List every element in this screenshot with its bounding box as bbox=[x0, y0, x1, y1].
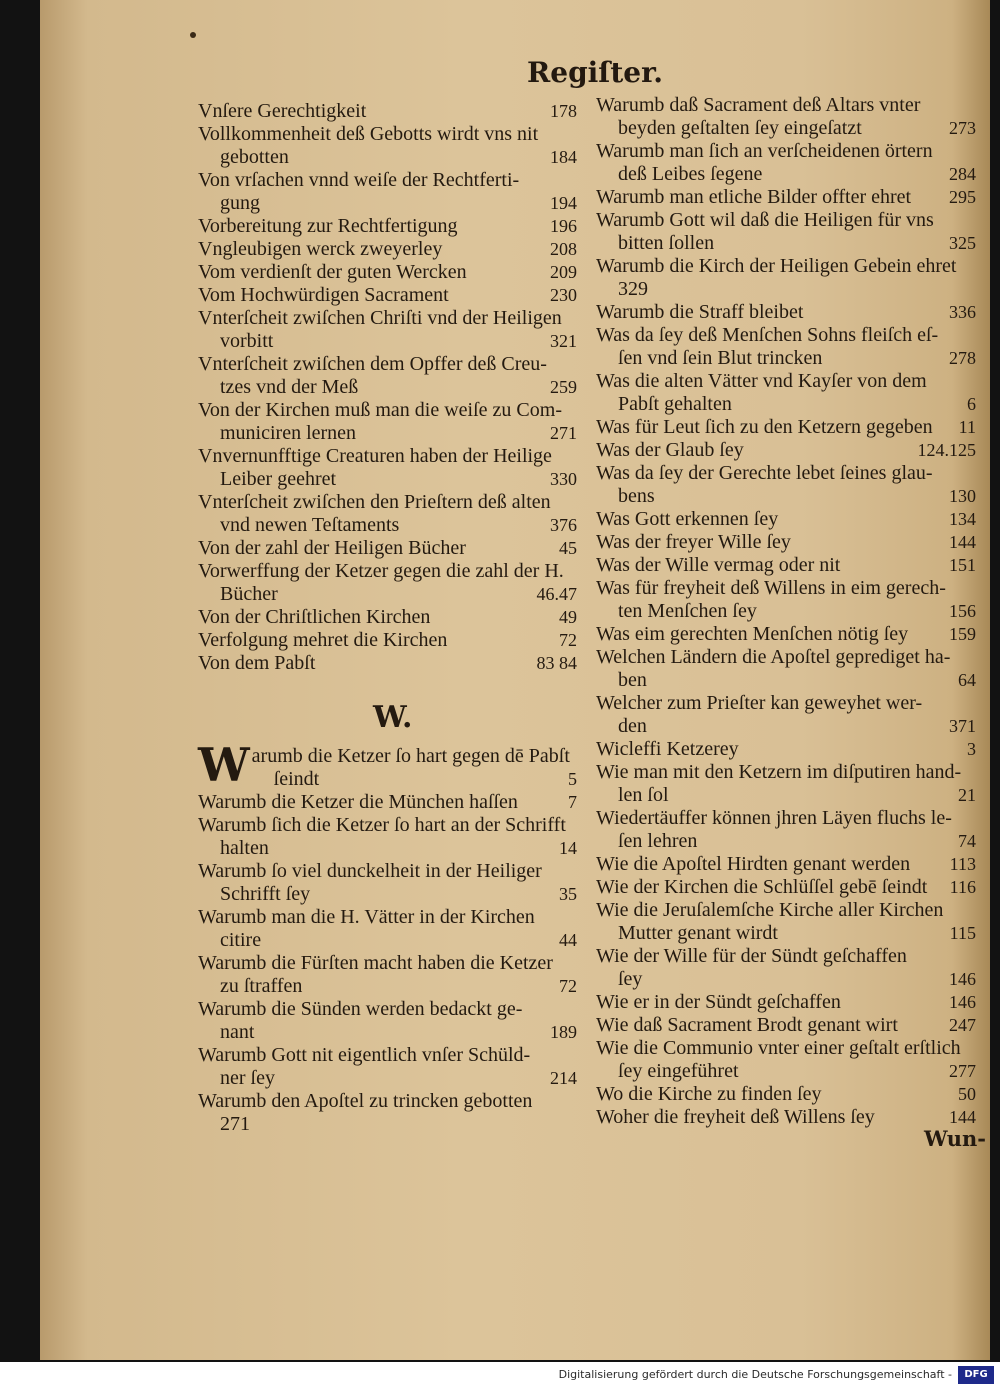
left-entries bbox=[198, 100, 591, 675]
entry-page-number: 284 bbox=[949, 164, 976, 184]
entry-page-number: 321 bbox=[550, 331, 577, 351]
entry-text: Warumb ſo viel dunckelheit in der Heiliger bbox=[198, 860, 542, 882]
entry-text: Wo die Kirche zu finden ſey bbox=[596, 1083, 822, 1105]
index-entry bbox=[596, 1014, 986, 1037]
entry-continuation: Leiber geehret bbox=[220, 468, 337, 490]
entry-page-number: 330 bbox=[550, 469, 577, 489]
entry-page-number: 113 bbox=[949, 854, 976, 874]
index-entry bbox=[198, 560, 591, 606]
entry-page-number: 336 bbox=[949, 302, 976, 322]
entry-text: Warumb Gott nit eigentlich vnſer Schüld- bbox=[198, 1044, 531, 1066]
entry-text: Was der freyer Wille ſey bbox=[596, 531, 791, 553]
index-entry bbox=[596, 899, 986, 945]
entry-page-number: 196 bbox=[550, 216, 577, 236]
index-entry bbox=[198, 791, 591, 814]
entry-text: Warumb daß Sacrament deß Altars vnter bbox=[596, 94, 921, 116]
index-entry bbox=[596, 140, 986, 186]
entry-page-number: 72 bbox=[559, 630, 577, 650]
entry-page-number: 278 bbox=[949, 348, 976, 368]
entry-page-number: 5 bbox=[568, 769, 577, 789]
entry-page-number: 271 bbox=[550, 423, 577, 443]
entry-text: Vorbereitung zur Rechtfertigung bbox=[198, 215, 458, 237]
entry-text: Warumb die Straff bleibet bbox=[596, 301, 804, 323]
entry-text: Wie der Kirchen die Schlüſſel gebē ſeindt bbox=[596, 876, 928, 898]
entry-continuation: vorbitt bbox=[220, 330, 274, 352]
entry-page-number: 11 bbox=[958, 417, 976, 437]
index-entry bbox=[596, 761, 986, 807]
index-entry bbox=[596, 1083, 986, 1106]
entry-continuation: Bücher bbox=[220, 583, 278, 605]
section-letter: W. bbox=[373, 700, 413, 735]
entry-text: Was Gott erkennen ſey bbox=[596, 508, 779, 530]
index-entry bbox=[596, 416, 986, 439]
index-entry bbox=[198, 169, 591, 215]
entry-text: Wie die Apoſtel Hirdten genant werden bbox=[596, 853, 911, 875]
entry-continuation: den bbox=[618, 715, 647, 737]
index-entry bbox=[198, 284, 591, 307]
entry-page-number: 14 bbox=[559, 838, 577, 858]
entry-page-number: 146 bbox=[949, 992, 976, 1012]
entry-text: Was eim gerechten Menſchen nötig ſey bbox=[596, 623, 909, 645]
entry-text: Warumb Gott wil daß die Heiligen für vns bbox=[596, 209, 934, 231]
index-entry bbox=[198, 814, 591, 860]
entry-page-number: 134 bbox=[949, 509, 976, 529]
entry-text: Was der Glaub ſey bbox=[596, 439, 744, 461]
entry-page-number: 3 bbox=[967, 739, 976, 759]
entry-text: Wie man mit den Ketzern im diſputiren hand- bbox=[596, 761, 962, 783]
entry-continuation: bens bbox=[618, 485, 655, 507]
index-entry bbox=[198, 738, 591, 792]
index-entry bbox=[198, 860, 591, 906]
page-heading: Regiſter. bbox=[527, 56, 664, 89]
index-entry bbox=[596, 853, 986, 876]
entry-text: Wiedertäuffer können jhren Läyen fluchs le- bbox=[596, 807, 952, 829]
entry-continuation: 271 bbox=[220, 1113, 250, 1135]
entry-text: Was für Leut ſich zu den Ketzern gegeben bbox=[596, 416, 933, 438]
entry-page-number: 46.47 bbox=[536, 584, 577, 604]
entry-continuation: gebotten bbox=[220, 146, 289, 168]
index-entry bbox=[198, 998, 591, 1044]
entry-page-number: 44 bbox=[559, 930, 577, 950]
entry-page-number: 209 bbox=[550, 262, 577, 282]
entry-text: Vorwerffung der Ketzer gegen die zahl der H. bbox=[198, 560, 564, 582]
entry-continuation: 329 bbox=[618, 278, 648, 300]
entry-page-number: 7 bbox=[568, 792, 577, 812]
entry-page-number: 325 bbox=[949, 233, 976, 253]
index-entry bbox=[596, 738, 986, 761]
right-entries bbox=[596, 94, 986, 1129]
index-entry bbox=[596, 554, 986, 577]
index-entry bbox=[596, 255, 986, 301]
entry-page-number: 50 bbox=[958, 1084, 976, 1104]
entry-page-number: 295 bbox=[949, 187, 976, 207]
index-entry bbox=[596, 324, 986, 370]
index-entry bbox=[596, 807, 986, 853]
entry-continuation: ten Menſchen ſey bbox=[618, 600, 757, 622]
entry-page-number: 146 bbox=[949, 969, 976, 989]
entry-text: Warumb man die H. Vätter in der Kirchen bbox=[198, 906, 535, 928]
index-entry bbox=[596, 439, 986, 462]
entry-text: Wicleffi Ketzerey bbox=[596, 738, 739, 760]
entry-text: Vnterſcheit zwiſchen dem Opffer deß Creu- bbox=[198, 353, 547, 375]
entry-text: Warumb man etliche Bilder offter ehret bbox=[596, 186, 912, 208]
index-entry bbox=[596, 945, 986, 991]
entry-text: Wie daß Sacrament Brodt genant wirt bbox=[596, 1014, 898, 1036]
drop-capital: W bbox=[198, 738, 250, 792]
entry-page-number: 144 bbox=[949, 1107, 976, 1127]
index-entry bbox=[596, 508, 986, 531]
entry-page-number: 189 bbox=[550, 1022, 577, 1042]
entry-text: Warumb die Ketzer die München haſſen bbox=[198, 791, 518, 813]
entry-continuation: tzes vnd der Meß bbox=[220, 376, 359, 398]
entry-text: arumb die Ketzer ſo hart gegen dē Pabſt bbox=[251, 745, 570, 767]
index-entry bbox=[596, 646, 986, 692]
entry-text: Vom verdienſt der guten Wercken bbox=[198, 261, 467, 283]
entry-page-number: 35 bbox=[559, 884, 577, 904]
entry-text: Wie er in der Sündt geſchaffen bbox=[596, 991, 841, 1013]
entry-text: Vnterſcheit zwiſchen den Prieſtern deß alten bbox=[198, 491, 551, 513]
left-column bbox=[198, 100, 591, 1136]
entry-text: Was da ſey deß Menſchen Sohns fleiſch eſ- bbox=[596, 324, 939, 346]
footer-credit: Digitalisierung gefördert durch die Deutsche Forschungsgemeinschaft - bbox=[558, 1368, 952, 1381]
entry-continuation: len ſol bbox=[618, 784, 669, 806]
entry-text: Welchen Ländern die Apoſtel geprediget ha- bbox=[596, 646, 951, 668]
w-entries bbox=[198, 738, 591, 1136]
entry-text: Warumb die Sünden werden bedackt ge- bbox=[198, 998, 523, 1020]
entry-text: Vnſere Gerechtigkeit bbox=[198, 100, 367, 122]
index-entry bbox=[596, 94, 986, 140]
entry-page-number: 144 bbox=[949, 532, 976, 552]
index-entry bbox=[596, 692, 986, 738]
entry-continuation: Mutter genant wirdt bbox=[618, 922, 778, 944]
entry-page-number: 49 bbox=[559, 607, 577, 627]
entry-page-number: 72 bbox=[559, 976, 577, 996]
entry-page-number: 208 bbox=[550, 239, 577, 259]
entry-page-number: 214 bbox=[550, 1068, 577, 1088]
index-entry bbox=[198, 307, 591, 353]
catchword: Wun- bbox=[924, 1126, 986, 1151]
entry-text: Wie der Wille für der Sündt geſchaffen bbox=[596, 945, 907, 967]
index-entry bbox=[198, 123, 591, 169]
index-entry bbox=[198, 100, 591, 123]
index-entry bbox=[596, 531, 986, 554]
entry-text: Was da ſey der Gerechte lebet ſeines glau- bbox=[596, 462, 933, 484]
entry-page-number: 259 bbox=[550, 377, 577, 397]
entry-page-number: 184 bbox=[550, 147, 577, 167]
entry-text: Vom Hochwürdigen Sacrament bbox=[198, 284, 449, 306]
index-entry bbox=[596, 577, 986, 623]
entry-text: Vollkommenheit deß Gebotts wirdt vns nit bbox=[198, 123, 539, 145]
entry-continuation: ner ſey bbox=[220, 1067, 275, 1089]
entry-continuation: ben bbox=[618, 669, 647, 691]
entry-page-number: 371 bbox=[949, 716, 976, 736]
index-entry bbox=[198, 261, 591, 284]
entry-page-number: 130 bbox=[949, 486, 976, 506]
entry-text: Vnterſcheit zwiſchen Chriſti vnd der Heiligen bbox=[198, 307, 562, 329]
index-entry bbox=[198, 1090, 591, 1136]
index-entry bbox=[596, 991, 986, 1014]
index-entry bbox=[596, 462, 986, 508]
footer-bar bbox=[0, 1362, 1000, 1390]
entry-continuation: ſen vnd ſein Blut trincken bbox=[618, 347, 823, 369]
entry-continuation: halten bbox=[220, 837, 269, 859]
entry-text: Vngleubigen werck zweyerley bbox=[198, 238, 443, 260]
entry-page-number: 273 bbox=[949, 118, 976, 138]
entry-continuation: vnd newen Teſtaments bbox=[220, 514, 400, 536]
dfg-logo: DFG bbox=[958, 1366, 994, 1384]
index-entry bbox=[596, 301, 986, 324]
entry-continuation: beyden geſtalten ſey eingeſatzt bbox=[618, 117, 862, 139]
entry-continuation: bitten ſollen bbox=[618, 232, 715, 254]
entry-page-number: 151 bbox=[949, 555, 976, 575]
page-speck bbox=[190, 32, 196, 38]
index-entry bbox=[198, 491, 591, 537]
index-entry bbox=[596, 1037, 986, 1083]
entry-text: Von dem Pabſt bbox=[198, 652, 316, 674]
index-entry bbox=[198, 952, 591, 998]
index-entry bbox=[198, 238, 591, 261]
entry-page-number: 178 bbox=[550, 101, 577, 121]
index-entry bbox=[198, 1044, 591, 1090]
entry-continuation: deß Leibes ſegene bbox=[618, 163, 763, 185]
entry-page-number: 376 bbox=[550, 515, 577, 535]
index-entry bbox=[596, 209, 986, 255]
entry-text: Warumb den Apoſtel zu trincken gebotten bbox=[198, 1090, 533, 1112]
entry-page-number: 74 bbox=[958, 831, 976, 851]
index-entry bbox=[198, 606, 591, 629]
index-entry bbox=[596, 876, 986, 899]
entry-text: Von vrſachen vnnd weiſe der Rechtferti- bbox=[198, 169, 520, 191]
entry-continuation: ſey eingeführet bbox=[618, 1060, 739, 1082]
entry-continuation: ſeindt bbox=[273, 768, 320, 790]
index-entry bbox=[198, 445, 591, 491]
entry-page-number: 247 bbox=[949, 1015, 976, 1035]
entry-page-number: 116 bbox=[949, 877, 976, 897]
entry-page-number: 194 bbox=[550, 193, 577, 213]
entry-text: Was der Wille vermag oder nit bbox=[596, 554, 841, 576]
entry-text: Warumb die Fürſten macht haben die Ketzer bbox=[198, 952, 553, 974]
index-entry bbox=[198, 537, 591, 560]
entry-continuation: municiren lernen bbox=[220, 422, 357, 444]
entry-page-number: 64 bbox=[958, 670, 976, 690]
index-entry bbox=[198, 399, 591, 445]
entry-text: Was die alten Vätter vnd Kayſer von dem bbox=[596, 370, 927, 392]
entry-page-number: 124.125 bbox=[917, 440, 976, 460]
entry-page-number: 156 bbox=[949, 601, 976, 621]
entry-text: Warumb man ſich an verſcheidenen örtern bbox=[596, 140, 933, 162]
entry-continuation: gung bbox=[220, 192, 260, 214]
right-column bbox=[596, 94, 986, 1151]
entry-page-number: 159 bbox=[949, 624, 976, 644]
index-entry bbox=[198, 353, 591, 399]
entry-text: Was für freyheit deß Willens in eim gerech- bbox=[596, 577, 946, 599]
entry-continuation: zu ſtraffen bbox=[220, 975, 303, 997]
index-entry bbox=[596, 370, 986, 416]
index-entry bbox=[198, 652, 591, 675]
entry-text: Von der Kirchen muß man die weiſe zu Com- bbox=[198, 399, 562, 421]
entry-text: Warumb die Kirch der Heiligen Gebein ehret bbox=[596, 255, 957, 277]
index-entry bbox=[198, 215, 591, 238]
entry-continuation: ſen lehren bbox=[618, 830, 698, 852]
entry-page-number: 277 bbox=[949, 1061, 976, 1081]
entry-continuation: Pabſt gehalten bbox=[618, 393, 732, 415]
entry-text: Wie die Jeruſalemſche Kirche aller Kirchen bbox=[596, 899, 944, 921]
entry-continuation: nant bbox=[220, 1021, 255, 1043]
index-entry bbox=[596, 623, 986, 646]
entry-continuation: ſey bbox=[618, 968, 643, 990]
index-entry bbox=[198, 629, 591, 652]
entry-text: Von der Chriſtlichen Kirchen bbox=[198, 606, 431, 628]
entry-page-number: 21 bbox=[958, 785, 976, 805]
entry-text: Verfolgung mehret die Kirchen bbox=[198, 629, 448, 651]
entry-text: Warumb ſich die Ketzer ſo hart an der Schrifft bbox=[198, 814, 566, 836]
entry-text: Wie die Communio vnter einer geſtalt erſtlich bbox=[596, 1037, 961, 1059]
entry-page-number: 115 bbox=[949, 923, 976, 943]
entry-continuation: citire bbox=[220, 929, 262, 951]
entry-page-number: 45 bbox=[559, 538, 577, 558]
entry-text: Woher die freyheit deß Willens ſey bbox=[596, 1106, 875, 1128]
index-entry bbox=[596, 186, 986, 209]
entry-text: Von der zahl der Heiligen Bücher bbox=[198, 537, 466, 559]
entry-page-number: 230 bbox=[550, 285, 577, 305]
entry-page-number: 6 bbox=[967, 394, 976, 414]
entry-continuation: Schrifft ſey bbox=[220, 883, 311, 905]
entry-text: Welcher zum Prieſter kan geweyhet wer- bbox=[596, 692, 923, 714]
entry-page-number: 83 84 bbox=[536, 653, 577, 673]
entry-text: Vnvernunfftige Creaturen haben der Heilige bbox=[198, 445, 552, 467]
index-entry bbox=[198, 906, 591, 952]
